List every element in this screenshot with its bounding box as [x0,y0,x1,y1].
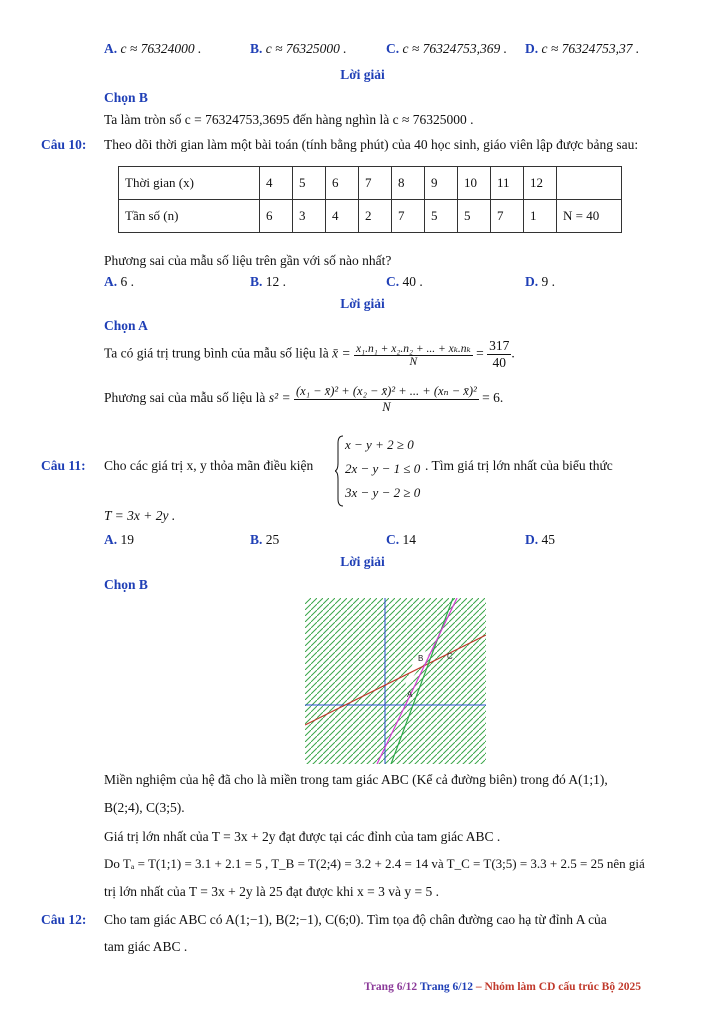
q11-solution-line3: Giá trị lớn nhất của T = 3x + 2y đạt được tại các đỉnh của tam giác ABC . [104,829,501,844]
footer-group: Nhóm làm CD cấu trúc Bộ 2025 [484,981,641,993]
table-cell: 11 [491,167,524,200]
q11-solution-line5: trị lớn nhất của T = 3x + 2y là 25 đạt được khi x = 3 và y = 5 . [104,884,440,899]
q9-option-d: D. c ≈ 76324753,37 . [525,41,640,56]
footer-page-2: Trang 6/12 [419,981,473,993]
system-eq-1: x − y + 2 ≥ 0 [345,437,414,452]
table-cell: 6 [260,200,293,233]
q10-option-a: A. 6 . [104,274,134,289]
frequency-table [118,166,622,233]
q10-choice: Chọn A [104,318,148,333]
q11-solution-line2: B(2;4), C(3;5). [104,800,185,815]
q9-option-c: C. c ≈ 76324753,369 . [386,41,508,56]
q10-option-c: C. 40 . [386,274,423,289]
system-eq-3: 3x − y − 2 ≥ 0 [345,485,421,500]
q10-option-b: B. 12 . [250,274,287,289]
q10-solution-heading: Lời giải [340,296,385,311]
q12-label: Câu 12: [41,912,87,927]
table-cell: N = 40 [557,200,622,233]
table-cell: 2 [359,200,392,233]
table-cell: Tần số (n) [119,200,260,233]
q11-solution-line4: Do Tₐ = T(1;1) = 3.1 + 2.1 = 5 , T_B = T(2;4) = 3.2 + 2.4 = 14 và T_C = T(3;5) = 3.3 + 2.5 = 25 nên giá [104,856,645,871]
q9-option-b: B. c ≈ 76325000 . [250,41,347,56]
q10-variance-formula: Phương sai của mẫu số liệu là s² = $\frac{\text{(x₁ − x̄)² + (x₂ − x̄)² + ... + (xₙ − x̄)²}}{N}$ = 6. [104,384,504,414]
hatched-region [305,598,486,764]
q11-text-after: . Tìm giá trị lớn nhất của biểu thức [425,458,613,473]
table-cell: 1 [524,200,557,233]
q10-label: Câu 10: [41,137,87,152]
table-cell: 6 [326,167,359,200]
q11-option-a: A. 19 [104,532,134,547]
table-cell: 8 [392,167,425,200]
table-cell: 5 [293,167,326,200]
page-footer [364,981,641,993]
q12-line1: Cho tam giác ABC có A(1;−1), B(2;−1), C(6;0). Tìm tọa độ chân đường cao hạ từ đỉnh A của [104,912,607,927]
table-cell: 4 [260,167,293,200]
footer-separator: – [475,981,482,993]
q10-question: Phương sai của mẫu số liệu trên gần với số nào nhất? [104,253,392,268]
table-cell: 12 [524,167,557,200]
q10-mean-formula: Ta có giá trị trung bình của mẫu số liệu là x̄ = $\frac{\text{x₁.n₁ + x₂.n₂ + ... + xₖ.nₖ}}{N}$ = $\frac{317}{40}$ . [104,338,515,370]
q10-option-d: D. 9 . [525,274,555,289]
table-cell: 4 [326,200,359,233]
point-a-label: A [407,690,413,699]
table-cell: 5 [425,200,458,233]
table-cell: Thời gian (x) [119,167,260,200]
q12-line2: tam giác ABC . [104,939,188,954]
q11-label: Câu 11: [41,458,86,473]
table-cell: 3 [293,200,326,233]
table-cell: 10 [458,167,491,200]
q9-solution-text: Ta làm tròn số c = 76324753,3695 đến hàng nghìn là c ≈ 76325000 . [104,112,474,127]
q11-expression: T = 3x + 2y . [104,508,176,523]
q11-solution-heading: Lời giải [340,554,385,569]
q11-text-before: Cho các giá trị x, y thỏa mãn điều kiện [104,458,314,473]
q11-solution-line1: Miền nghiệm của hệ đã cho là miền trong tam giác ABC (Kể cả đường biên) trong đó A(1;1), [104,772,608,787]
q9-solution-heading: Lời giải [340,67,385,82]
brace-icon [335,435,345,507]
point-c-label: C [447,652,453,661]
q11-choice: Chọn B [104,577,148,592]
q11-option-b: B. 25 [250,532,280,547]
q11-option-d: D. 45 [525,532,555,547]
footer-page-1: Trang 6/12 [364,981,418,993]
point-b-label: B [418,654,424,663]
q11-system [335,433,420,505]
table-cell [557,167,622,200]
table-cell: 5 [458,200,491,233]
table-cell: 7 [359,167,392,200]
table-cell: 7 [392,200,425,233]
system-eq-2: 2x − y − 1 ≤ 0 [345,461,421,476]
feasible-region-graph [305,598,486,764]
q10-text: Theo dõi thời gian làm một bài toán (tính bằng phút) của 40 học sinh, giáo viên lập được bảng sau: [104,137,639,152]
q9-choice: Chọn B [104,90,148,105]
q11-option-c: C. 14 [386,532,416,547]
table-row [119,200,622,233]
table-cell: 7 [491,200,524,233]
table-row [119,167,622,200]
q9-option-a: A. c ≈ 76324000 . [104,41,202,56]
table-cell: 9 [425,167,458,200]
